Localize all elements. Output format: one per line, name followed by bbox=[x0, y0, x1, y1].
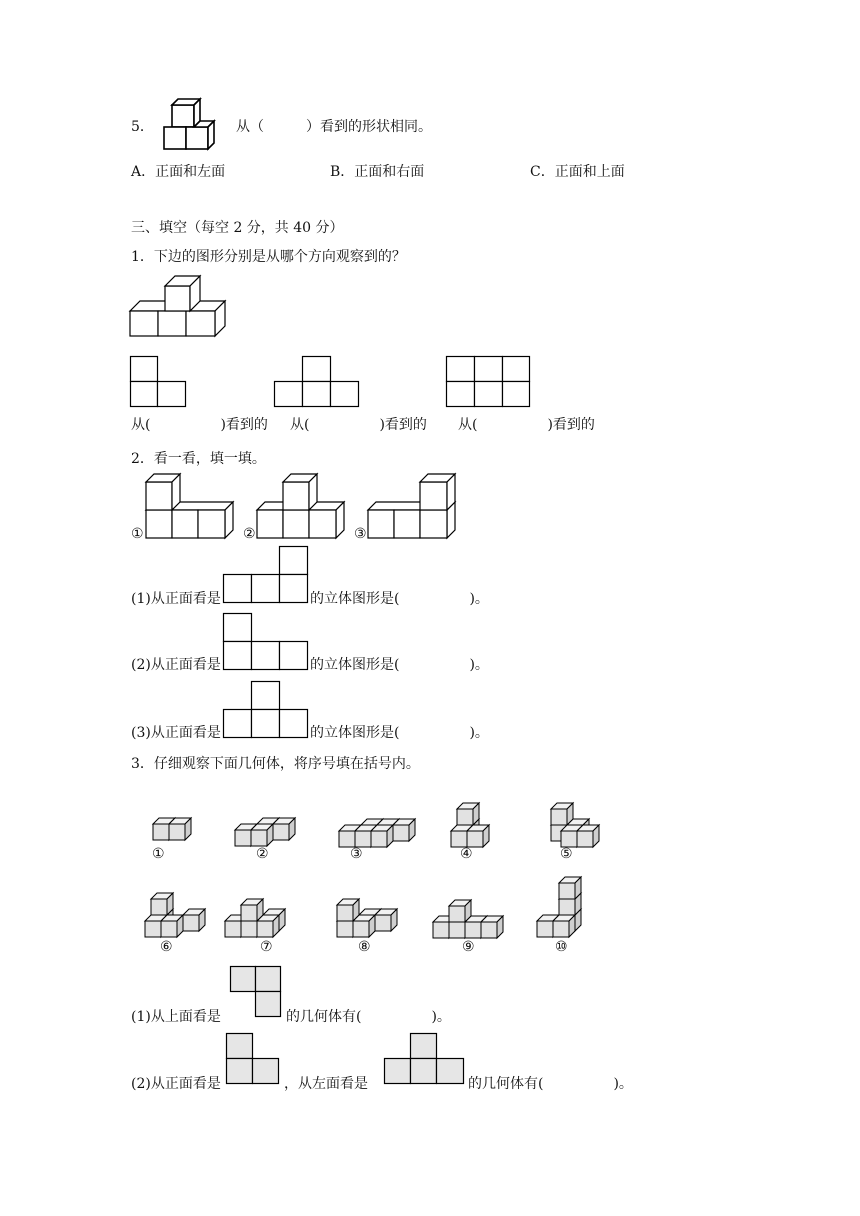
q1-prompt: 1．下边的图形分别是从哪个方向观察到的？ bbox=[131, 249, 406, 265]
q3-solid-7 bbox=[224, 886, 314, 938]
q2-prompt: 2．看一看，填一填。 bbox=[131, 451, 266, 467]
q3-line2-left-shape bbox=[384, 1033, 468, 1087]
q3-line2-middle: ，从左面看是 bbox=[284, 1076, 368, 1092]
q5-cube-figure bbox=[160, 98, 220, 154]
q2-figure-label-3: ③ bbox=[354, 526, 367, 542]
q2-figure-1 bbox=[146, 474, 238, 540]
q1-answer-2: 从( )看到的 bbox=[290, 417, 427, 433]
q3-solid-9 bbox=[432, 893, 518, 939]
q2-figure-label-1: ① bbox=[131, 526, 144, 542]
q3-label-7: ⑦ bbox=[260, 939, 273, 955]
q2-line1-shape bbox=[223, 546, 311, 606]
q3-solid-6 bbox=[144, 880, 204, 938]
q3-solid-10 bbox=[536, 868, 596, 938]
q3-solid-4 bbox=[450, 794, 502, 848]
q3-label-9: ⑨ bbox=[462, 939, 475, 955]
q3-label-3: ③ bbox=[350, 846, 363, 862]
q3-label-2: ② bbox=[256, 846, 269, 862]
q1-3d-figure bbox=[130, 276, 230, 338]
q5-option-b: B．正面和右面 bbox=[330, 164, 425, 180]
q3-prompt: 3．仔细观察下面几何体，将序号填在括号内。 bbox=[131, 756, 420, 772]
q3-solid-5 bbox=[544, 794, 606, 848]
q3-solid-2 bbox=[234, 811, 296, 847]
q2-line3-shape bbox=[223, 681, 311, 741]
q2-line1-before: (1)从正面看是 bbox=[131, 591, 221, 607]
q5-text: 从（ ）看到的形状相同。 bbox=[236, 119, 432, 135]
q2-figure-3 bbox=[368, 474, 460, 540]
q3-label-8: ⑧ bbox=[358, 939, 371, 955]
q1-view-1 bbox=[130, 356, 188, 408]
q2-figure-2 bbox=[257, 474, 349, 540]
q3-label-5: ⑤ bbox=[560, 846, 573, 862]
q3-line1-shape bbox=[230, 966, 284, 1020]
q2-line2-shape bbox=[223, 613, 311, 673]
q2-line2-before: (2)从正面看是 bbox=[131, 657, 221, 673]
q3-solid-8 bbox=[336, 886, 412, 938]
q3-line2-after: 的几何体有( )。 bbox=[468, 1076, 633, 1092]
q3-line2-before: (2)从正面看是 bbox=[131, 1076, 221, 1092]
q1-answer-1: 从( )看到的 bbox=[131, 417, 268, 433]
q2-line1-after: 的立体图形是( )。 bbox=[310, 591, 489, 607]
q1-view-2 bbox=[274, 356, 360, 408]
q3-line1-before: (1)从上面看是 bbox=[131, 1009, 221, 1025]
q5-option-c: C．正面和上面 bbox=[530, 164, 625, 180]
q5-number: 5． bbox=[131, 119, 154, 135]
q2-line3-before: (3)从正面看是 bbox=[131, 725, 221, 741]
q3-line1-after: 的几何体有( )。 bbox=[286, 1009, 451, 1025]
q3-label-4: ④ bbox=[460, 846, 473, 862]
section-title: 三、填空（每空 2 分，共 40 分） bbox=[131, 220, 344, 236]
q3-label-10: ⑩ bbox=[555, 939, 568, 955]
q3-label-6: ⑥ bbox=[160, 939, 173, 955]
q3-solid-1 bbox=[146, 811, 192, 847]
q3-solid-3 bbox=[338, 804, 408, 848]
q2-line3-after: 的立体图形是( )。 bbox=[310, 725, 489, 741]
q2-line2-after: 的立体图形是( )。 bbox=[310, 657, 489, 673]
q5-option-a: A．正面和左面 bbox=[131, 164, 226, 180]
q1-answer-3: 从( )看到的 bbox=[458, 417, 595, 433]
q3-label-1: ① bbox=[152, 846, 165, 862]
q2-figure-label-2: ② bbox=[243, 526, 256, 542]
q3-line2-front-shape bbox=[226, 1033, 282, 1087]
q1-view-3 bbox=[446, 356, 532, 408]
